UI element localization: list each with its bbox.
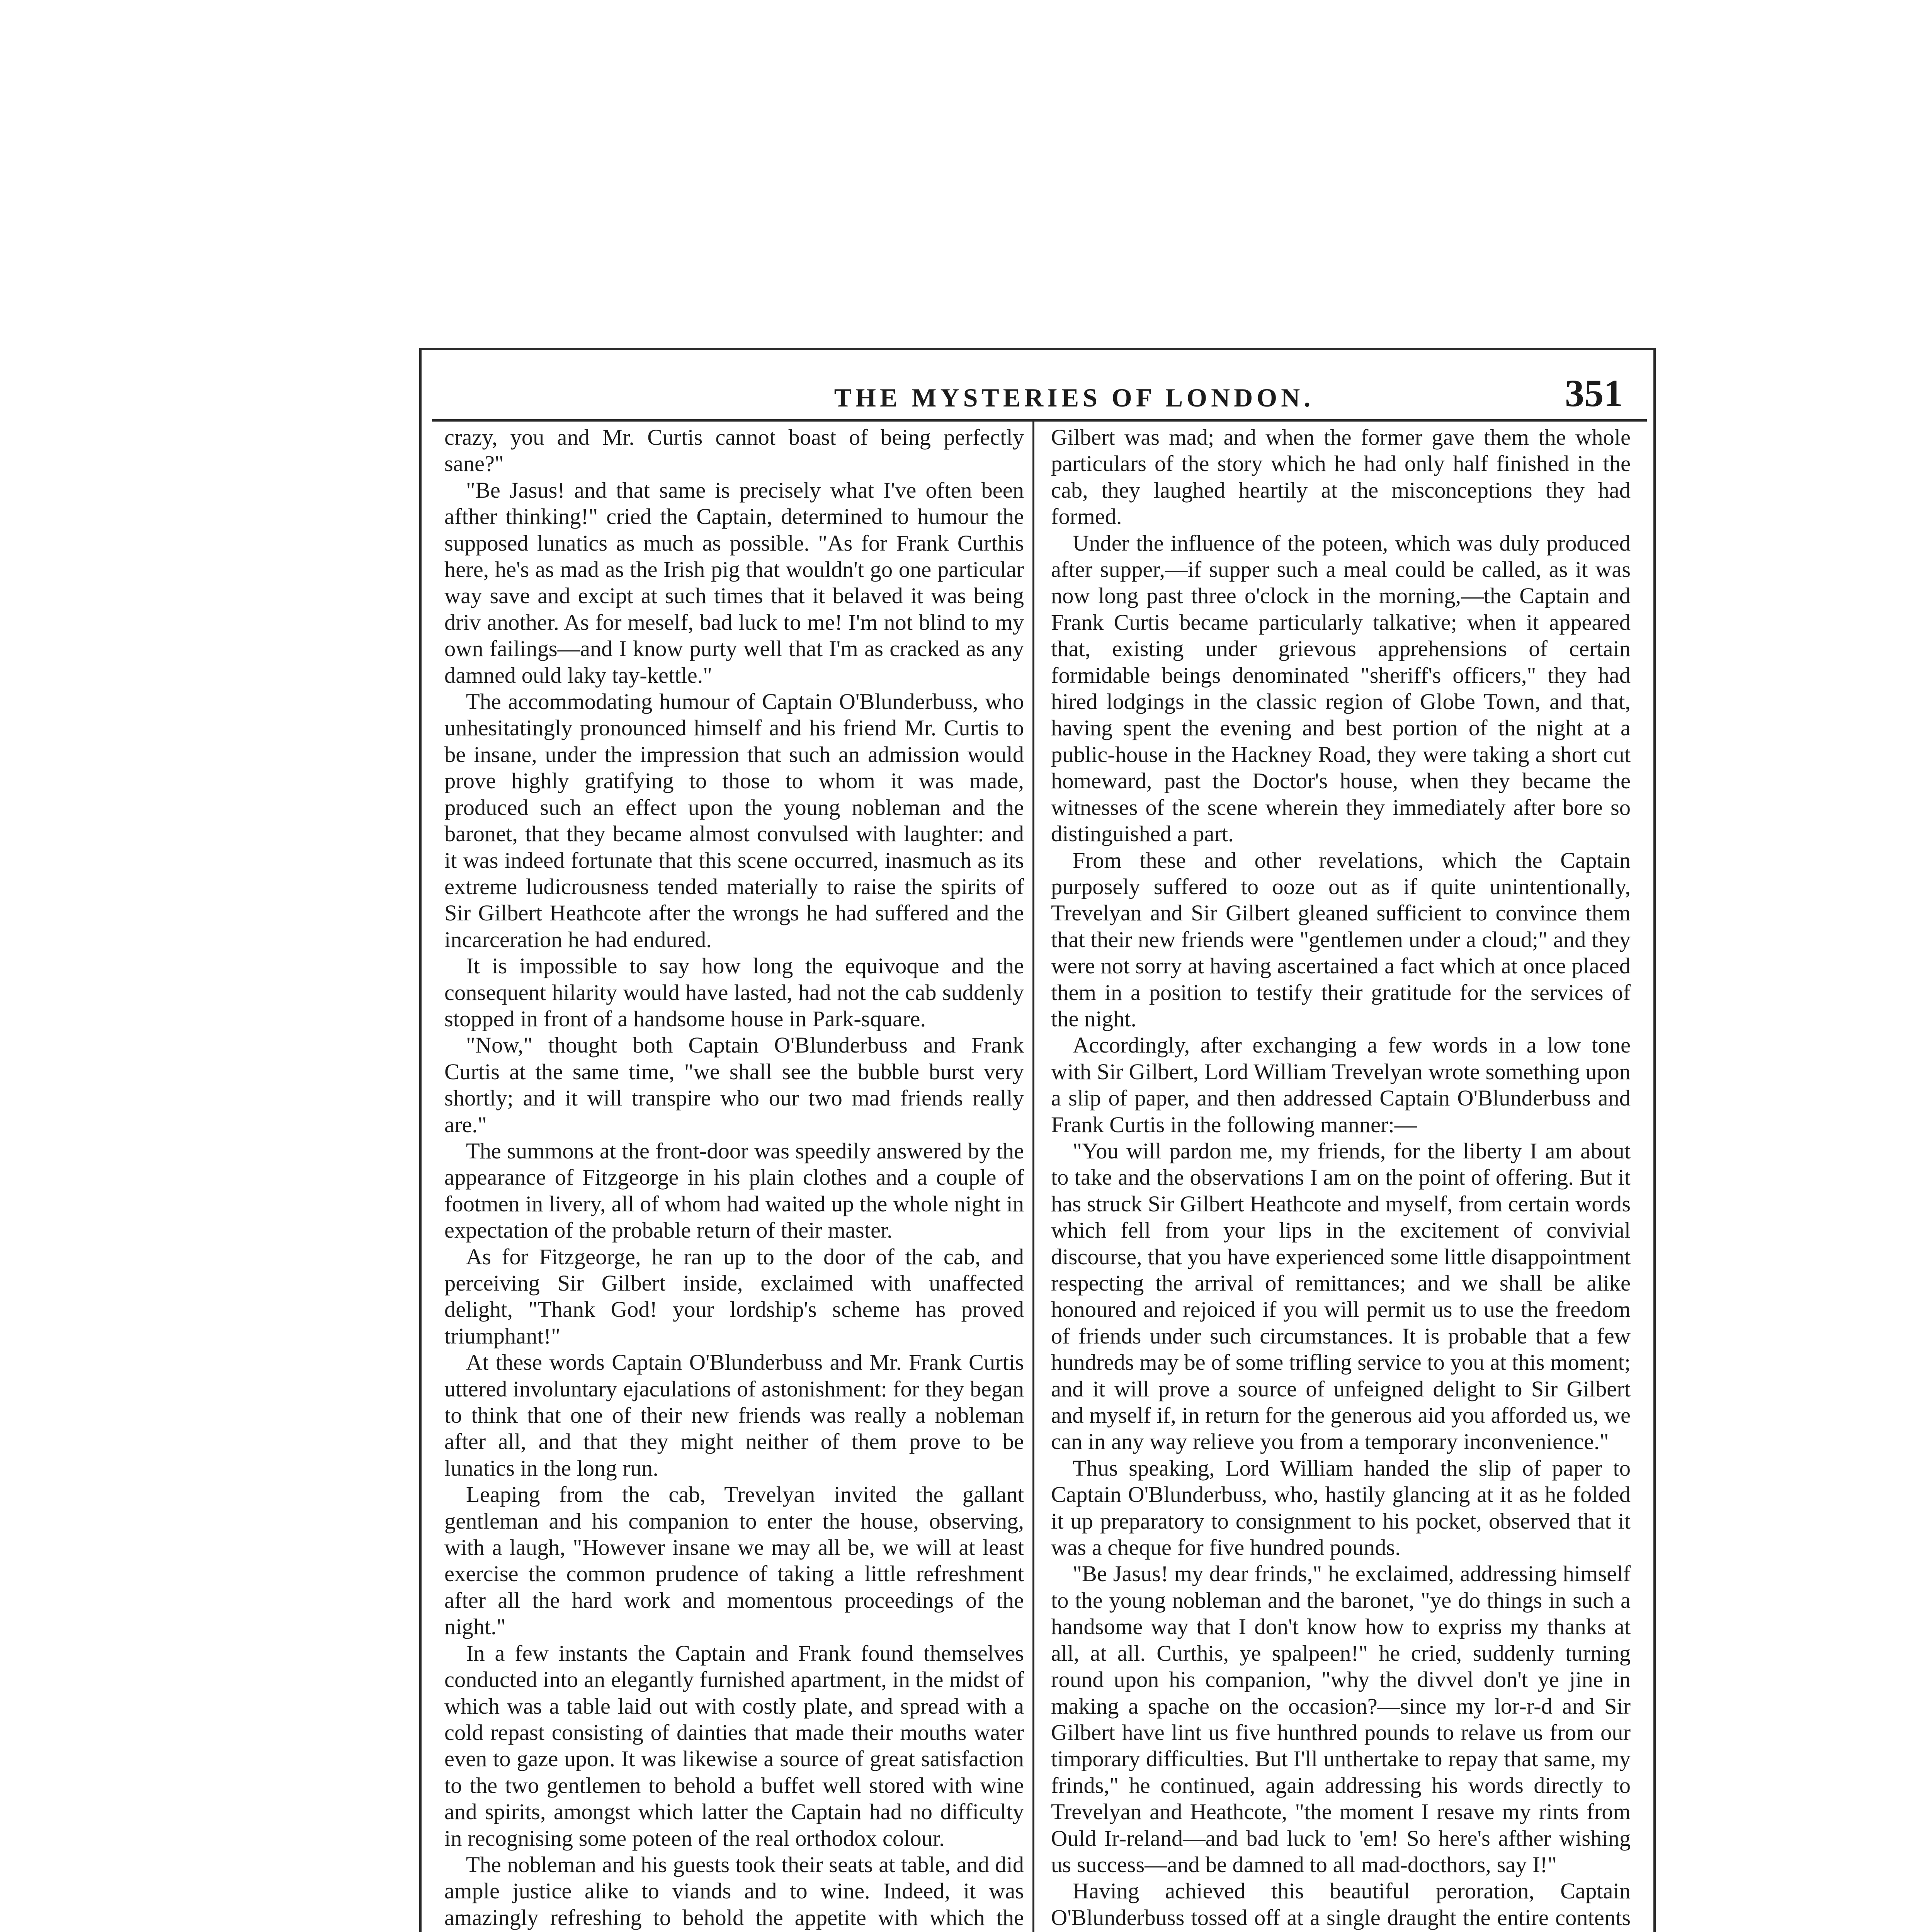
- paragraph: In a few instants the Captain and Frank found themselves conducted into an elegantly furnished apartment, in the midst of which was a table laid out with costly plate, and spread with a cold repast consisting of dainties that made their mouths water even to gaze upon. It was likewise a source of great satisfaction to the two gentlemen to behold a buffet well stored with wine and spirits, amongst which latter the Captain had no difficulty in recognising some poteen of the real orthodox colour.: [444, 1640, 1024, 1851]
- header-rule: [432, 419, 1647, 422]
- paragraph: "Be Jasus! and that same is precisely what I've often been afther thinking!" cried the Captain, determined to humour the supposed lunatics as much as possible. "As for Frank Curthis here, he's as mad as the Irish pig that wouldn't go one particular way save and excipt at such times that it belaved it was being driv another. As for meself, bad luck to me! I'm not blind to my own failings—and I know purty well that I'm as cracked as any damned ould laky tay-kettle.": [444, 477, 1024, 688]
- paragraph: Having achieved this beautiful peroration, Captain O'Blunderbuss tossed off at a single draught the entire contents: [1051, 1878, 1631, 1930]
- right-column: [1051, 424, 1631, 1932]
- paragraph: The accommodating humour of Captain O'Blunderbuss, who unhesitatingly pronounced himself and his friend Mr. Curtis to be insane, under the impression that such an admission would prove highly gratifying to those to whom it was made, produced such an effect upon the young nobleman and the baronet, that they became almost convulsed with laughter: and it was indeed fortunate that this scene occurred, inasmuch as its extreme ludicrousness tended materially to raise the spirits of Sir Gilbert Heathcote after the wrongs he had suffered and the incarceration he had endured.: [444, 689, 1024, 952]
- left-column: [444, 424, 1024, 1932]
- paragraph: The summons at the front-door was speedily answered by the appearance of Fitzgeorge in his plain clothes and a couple of footmen in livery, all of whom had waited up the whole night in expectation of the probable return of their master.: [444, 1138, 1024, 1243]
- paragraph: "Now," thought both Captain O'Blunderbuss and Frank Curtis at the same time, "we shall see the bubble burst very shortly; and it will transpire who our two mad friends really are.": [444, 1032, 1024, 1137]
- column-divider: [1032, 421, 1034, 1932]
- page-number: 351: [1565, 372, 1623, 415]
- paragraph: Leaping from the cab, Trevelyan invited the gallant gentleman and his companion to enter the house, observing, with a laugh, "However insane we may all be, we will at least exercise the common prudence of taking a little refreshment after all the hard work and momentous proceedings of the night.": [444, 1482, 1024, 1639]
- paragraph: Gilbert was mad; and when the former gave them the whole particulars of the story which he had only half finished in the cab, they laughed heartily at the misconceptions they had formed.: [1051, 425, 1631, 529]
- paragraph: "Be Jasus! my dear frinds," he exclaimed, addressing himself to the young nobleman and the baronet, "ye do things in such a handsome way that I don't know how to expriss my thanks at all, at all. Curthis, ye spalpeen!" he cried, suddenly turning round upon his companion, "why the divvel don't ye jine in making a spache on the occasion?—since my lor-r-d and Sir Gilbert have lint us five hunthred pounds to relave us from our timporary difficulties. But I'll unthertake to repay that same, my frinds," he continued, again addressing his words directly to Trevelyan and Heathcote, "the moment I resave my rints from Ould Ir-reland—and bad luck to 'em! So here's afther wishing us success—and be damned to all mad-docthors, say I!": [1051, 1561, 1631, 1877]
- paragraph: The nobleman and his guests took their seats at table, and did ample justice alike to viands and to wine. Indeed, it was amazingly refreshing to behold the appetite with which the: [444, 1852, 1024, 1930]
- running-head: THE MYSTERIES OF LONDON.: [834, 383, 1315, 412]
- paragraph: As for Fitzgeorge, he ran up to the door of the cab, and perceiving Sir Gilbert inside, exclaimed with unaffected delight, "Thank God! your lordship's scheme has proved triumphant!": [444, 1244, 1024, 1349]
- paragraph: "You will pardon me, my friends, for the liberty I am about to take and the observations I am on the point of offering. But it has struck Sir Gilbert Heathcote and myself, from certain words which fell from your lips in the excitement of convivial discourse, that you have experienced some little disappointment respecting the arrival of remittances; and we shall be alike honoured and rejoiced if you will permit us to use the freedom of friends under such circumstances. It is probable that a few hundreds may be of some trifling service to you at this moment; and it will prove a source of unfeigned delight to Sir Gilbert and myself if, in return for the generous aid you afforded us, we can in any way relieve you from a temporary inconvenience.": [1051, 1138, 1631, 1454]
- paragraph: Accordingly, after exchanging a few words in a low tone with Sir Gilbert, Lord William Trevelyan wrote something upon a slip of paper, and then addressed Captain O'Blunderbuss and Frank Curtis in the following manner:—: [1051, 1032, 1631, 1137]
- paragraph: Thus speaking, Lord William handed the slip of paper to Captain O'Blunderbuss, who, hastily glancing at it as he folded it up preparatory to consignment to his pocket, observed that it was a cheque for five hundred pounds.: [1051, 1455, 1631, 1560]
- paragraph: crazy, you and Mr. Curtis cannot boast of being perfectly sane?": [444, 425, 1024, 476]
- paragraph: It is impossible to say how long the equivoque and the consequent hilarity would have lasted, had not the cab suddenly stopped in front of a handsome house in Park-square.: [444, 953, 1024, 1031]
- paragraph: From these and other revelations, which the Captain purposely suffered to ooze out as if quite unintentionally, Trevelyan and Sir Gilbert gleaned sufficient to convince them that their new friends were "gentlemen under a cloud;" and they were not sorry at having ascertained a fact which at once placed them in a position to testify their gratitude for the services of the night.: [1051, 847, 1631, 1031]
- paragraph: At these words Captain O'Blunderbuss and Mr. Frank Curtis uttered involuntary ejaculations of astonishment: for they began to think that one of their new friends was really a nobleman after all, and that they might neither of them prove to be lunatics in the long run.: [444, 1350, 1024, 1481]
- paragraph: Under the influence of the poteen, which was duly produced after supper,—if supper such a meal could be called, as it was now long past three o'clock in the morning,—the Captain and Frank Curtis became particularly talkative; when it appeared that, existing under grievous apprehensions of certain formidable beings denominated "sheriff's officers," they had hired lodgings in the classic region of Globe Town, and that, having spent the evening and best portion of the night at a public-house in the Hackney Road, they were taking a short cut homeward, past the Doctor's house, when they became the witnesses of the scene wherein they immediately after bore so distinguished a part.: [1051, 530, 1631, 847]
